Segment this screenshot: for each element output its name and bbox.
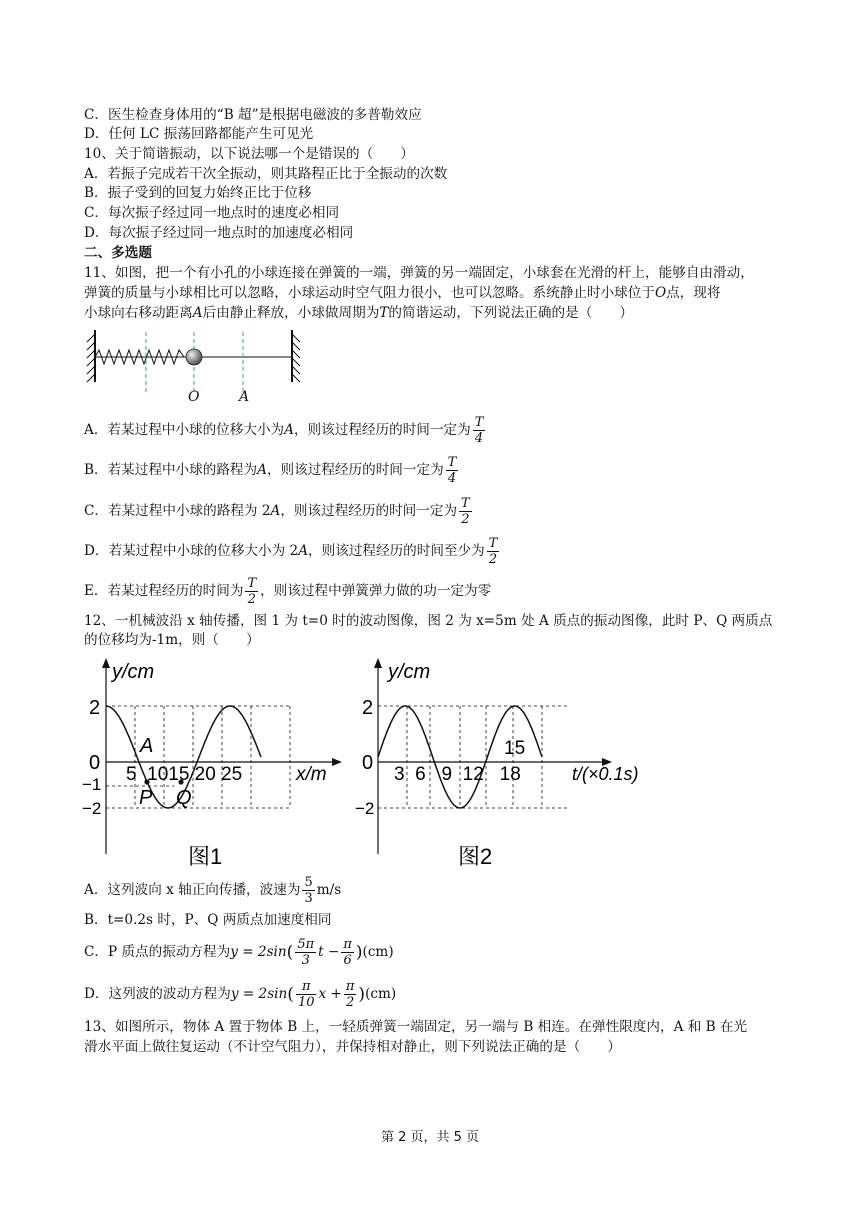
fraction: $\frac{5\pi}{3}$ [297, 937, 315, 968]
fig2-ytick-m2: −2 [355, 799, 375, 818]
fig2-ytick-0: 0 [362, 752, 374, 774]
fig1-caption: 图1 [188, 844, 223, 869]
fig1-ytick-m2: −2 [82, 799, 102, 818]
wave-graph-fig1 [84, 654, 346, 876]
fraction: $\frac{\pi}{10}$ [297, 979, 315, 1010]
fig1-label-q: Q [176, 787, 192, 809]
fig2-xlabel: t/(×0.1s) [572, 764, 639, 784]
q12-option-d: D．这列波的波动方程为y = 2sin( $\frac{\pi}{10}$ x + $\frac{\pi}{2}$ )(cm) [84, 979, 397, 1010]
fig1-xlabel: x/m [296, 764, 327, 785]
fraction: $\frac{T}{2}$ [461, 496, 470, 527]
q11-stem-line2: 弹簧的质量与小球相比可以忽略，小球运动时空气阻力很小，也可以忽略。系统静止时小球位于O点，现将 [84, 285, 721, 301]
fig1-ytick-2: 2 [89, 697, 101, 719]
q11-option-c: C．若某过程中小球的路程为 2A，则该过程经历的时间一定为 $\frac{T}{2}$ [84, 496, 470, 527]
q13-stem-line2: 滑水平面上做往复运动（不计空气阻力），并保持相对静止，则下列说法正确的是（ ） [84, 1039, 621, 1055]
q12-stem-line1: 12、一机械波沿 x 轴传播，图 1 为 t=0 时的波动图像，图 2 为 x=5m 处 A 质点的振动图像，此时 P、Q 两质点 [84, 613, 773, 629]
fig1-ytick-0: 0 [89, 752, 101, 774]
fig2-tick-15: 15 [504, 738, 526, 759]
page-footer: 第 2 页，共 5 页 [380, 1130, 480, 1145]
fraction: $\frac{T}{2}$ [488, 536, 498, 567]
fig1-ytick-m1: −1 [82, 775, 102, 794]
q11-option-b: B．若某过程中小球的路程为A，则该过程经历的时间一定为 $\frac{T}{4}$ [84, 455, 457, 486]
fig1-xticks: 5 1015 20 25 [126, 764, 243, 785]
label-a: A [239, 389, 250, 405]
fraction: $\frac{\pi}{2}$ [345, 979, 355, 1010]
q10-option-a: A．若振子完成若干次全振动，则其路程正比于全振动的次数 [84, 166, 448, 182]
fig2-ytick-2: 2 [362, 697, 374, 719]
q12-option-a: A．这列波向 x 轴正向传播，波速为 $\frac{5}{3}$ m/s [84, 875, 342, 906]
fig1-label-p: P [139, 787, 153, 809]
fig2-caption: 图2 [458, 844, 493, 869]
q9-option-d: D．任何 LC 振荡回路都能产生可见光 [84, 126, 314, 142]
q9-option-c: C．医生检查身体用的“B 超”是根据电磁波的多普勒效应 [84, 107, 422, 123]
q11-stem-line1: 11、如图，把一个有小孔的小球连接在弹簧的一端，弹簧的另一端固定，小球套在光滑的杆上，能够自由滑动， [84, 265, 754, 281]
q13-stem-line1: 13、如图所示，物体 A 置于物体 B 上，一轻质弹簧一端固定，另一端与 B 相连。在弹性限度内，A 和 B 在光 [84, 1019, 748, 1035]
fig2-ylabel: y/cm [388, 661, 431, 683]
fraction: $\frac{5}{3}$ [304, 875, 313, 906]
q11-option-a: A．若某过程中小球的位移大小为A，则该过程经历的时间一定为 $\frac{T}{4}$ [84, 415, 484, 446]
q12-option-c: C．P 质点的振动方程为y = 2sin( $\frac{5\pi}{3}$ t − $\frac{\pi}{6}$ )(cm) [84, 937, 394, 968]
label-o: O [188, 389, 200, 405]
ball [186, 349, 202, 365]
fraction: $\frac{T}{4}$ [474, 415, 484, 446]
q10-option-d: D．每次振子经过同一地点时的加速度必相同 [84, 225, 354, 241]
fraction: $\frac{T}{4}$ [447, 455, 457, 486]
fraction: $\frac{\pi}{6}$ [343, 937, 352, 968]
q11-option-e: E．若某过程经历的时间为 $\frac{T}{2}$ ，则该过程中弹簧弹力做的功一定为零 [84, 576, 492, 607]
section-title-multiple-choice: 二、多选题 [84, 245, 152, 261]
fig2-xticks: 3 6 9 12 18 [394, 764, 521, 785]
vibration-graph-fig2 [356, 654, 656, 876]
q12-stem-line2: 的位移均为-1m，则（ ） [84, 632, 260, 648]
q10-option-c: C．每次振子经过同一地点时的速度必相同 [84, 205, 340, 221]
q10-stem: 10、关于简谐振动，以下说法哪一个是错误的（ ） [84, 146, 414, 162]
q11-option-d: D．若某过程中小球的位移大小为 2A，则该过程经历的时间至少为 $\frac{T}{2}$ [84, 536, 498, 567]
q10-option-b: B．振子受到的回复力始终正比于位移 [84, 185, 312, 201]
fig1-label-a: A [140, 735, 154, 757]
fig1-ylabel: y/cm [112, 661, 155, 683]
q12-option-b: B．t=0.2s 时，P、Q 两质点加速度相同 [84, 912, 332, 928]
fraction: $\frac{T}{2}$ [247, 576, 257, 607]
q11-stem-line3: 小球向右移动距离A后由静止释放，小球做周期为T的简谐运动，下列说法正确的是（ ） [84, 305, 634, 321]
